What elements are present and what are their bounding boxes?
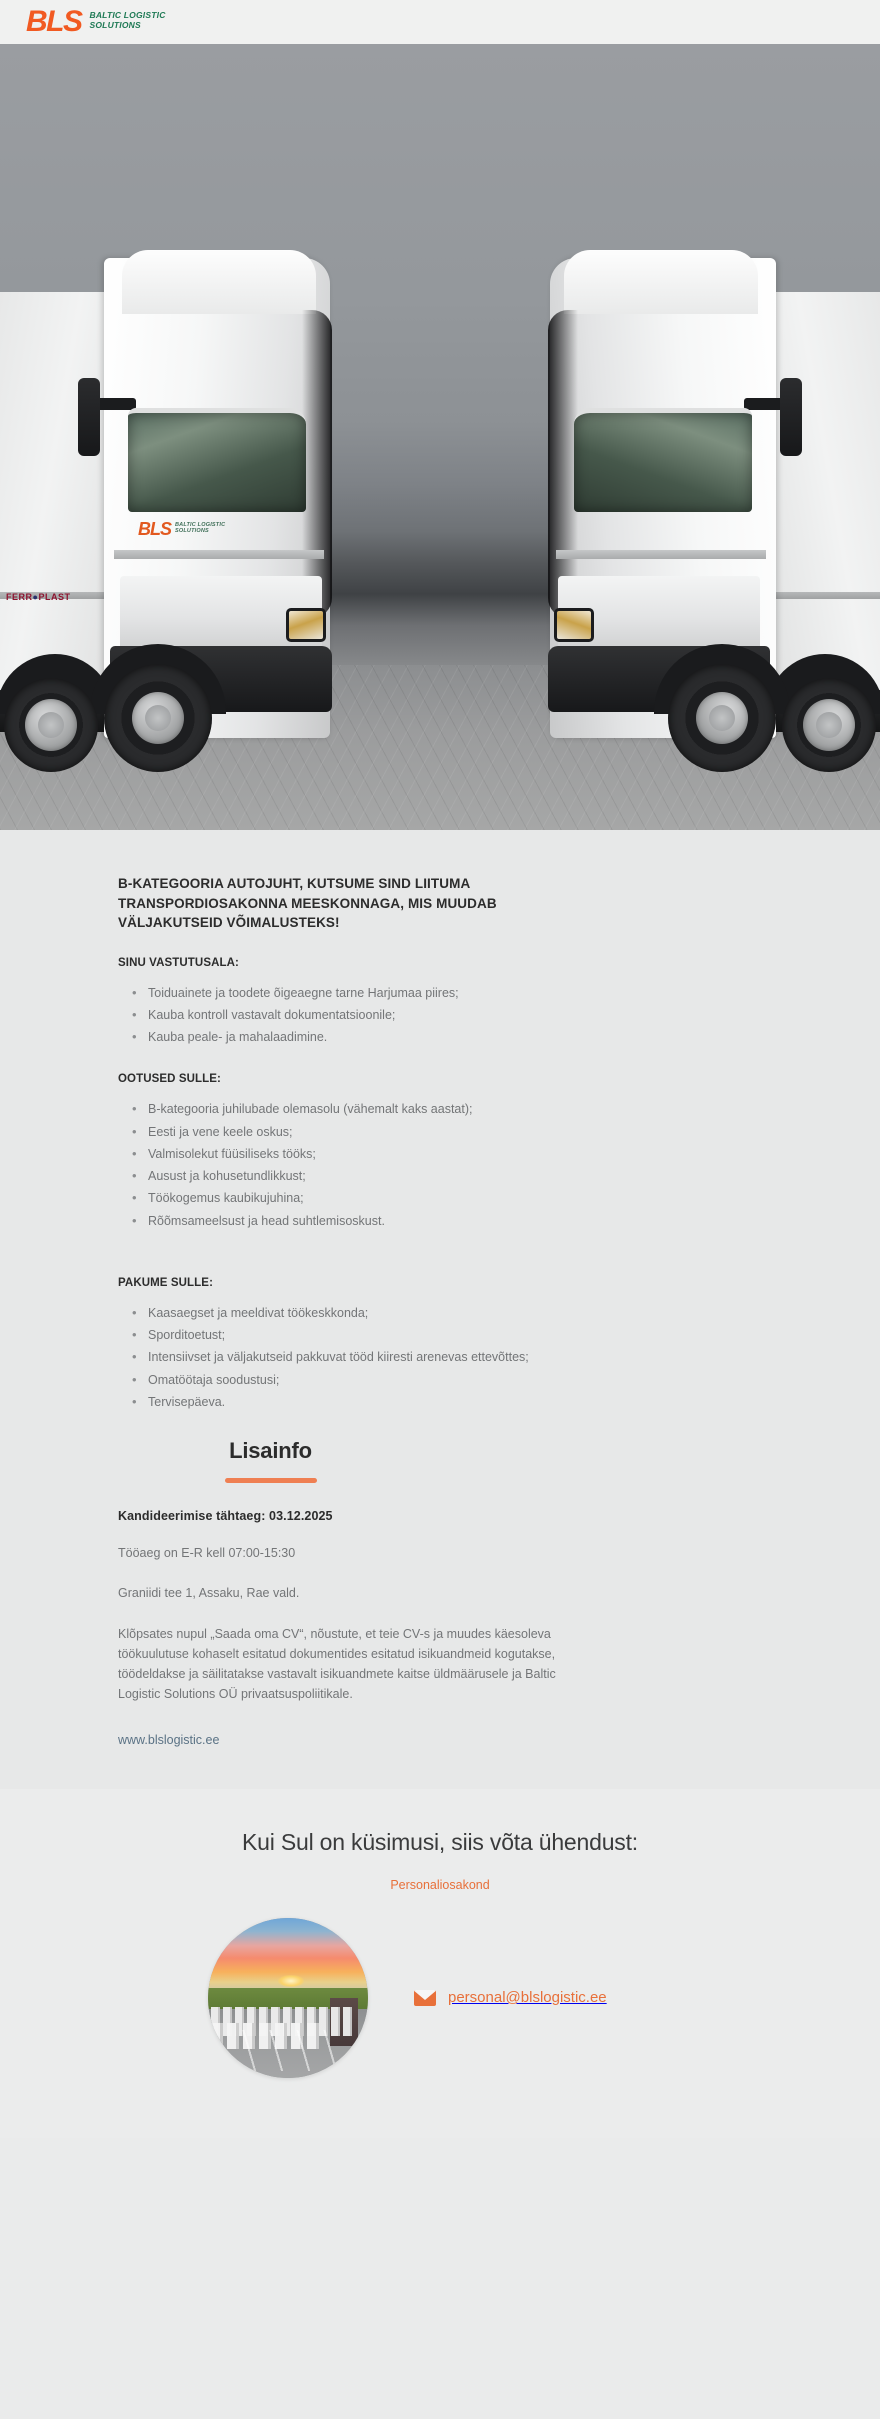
lisainfo-underline (225, 1478, 317, 1483)
site-header (0, 0, 880, 44)
cab-roof (122, 250, 316, 314)
responsibilities-list (118, 983, 538, 1048)
logo-tagline-line2: SOLUTIONS (89, 19, 141, 30)
windshield (574, 408, 752, 512)
cab-decal-line1: BALTIC LOGISTIC (175, 522, 226, 528)
headlamp (554, 608, 594, 642)
logo-tagline-line1: BALTIC LOGISTIC (89, 9, 166, 20)
offer-list (118, 1303, 538, 1412)
rear-wheel (782, 678, 876, 772)
website-link[interactable]: www.blslogistic.ee (118, 1732, 220, 1747)
list-item: • Kauba kontroll vastavalt dokumentatsioonile; (148, 1005, 538, 1025)
avatar-sun (278, 1975, 304, 1987)
contact-row (0, 1918, 880, 2078)
list-item: • Töökogemus kaubikujuhina; (148, 1188, 538, 1208)
front-wheel (104, 664, 212, 772)
cab-side-band (556, 550, 766, 559)
truck-right (542, 172, 872, 772)
section-spacer (118, 1257, 538, 1277)
list-item: • Sporditoetust; (148, 1325, 538, 1345)
cab-decal-wordmark: BLS (138, 519, 171, 539)
application-deadline: Kandideerimise tähtaeg: 03.12.2025 (118, 1509, 333, 1524)
avatar-parking-lines (227, 2030, 349, 2072)
list-item: • Kaasaegset ja meeldivat töökeskkonda; (148, 1303, 538, 1323)
side-mirror (78, 378, 100, 456)
headlamp (286, 608, 326, 642)
ferroplast-part2: PLAST (38, 592, 71, 602)
ferroplast-dot: ● (32, 592, 39, 602)
list-item: • Ausust ja kohusetundlikkust; (148, 1166, 538, 1186)
work-hours: Tööaeg on E-R kell 07:00-15:30 (118, 1546, 296, 1561)
logo-tagline (90, 11, 166, 33)
cab-bls-decal (138, 520, 225, 538)
list-item: • Rõõmsameelsust ja head suhtlemisoskust. (148, 1211, 538, 1231)
bls-logo[interactable] (26, 7, 166, 37)
page-title: B-KATEGOORIA AUTOJUHT, KUTSUME SIND LIITUMA TRANSPORDIOSAKONNA MEESKONNAGA, MIS MUUDAB VÄLJAKUTSEID VÕIMALUSTEKS! (118, 876, 497, 931)
list-item: • Toiduainete ja toodete õigeaegne tarne Harjumaa piires; (148, 983, 538, 1003)
section-heading-responsibilities: SINU VASTUTUSALA: (118, 956, 239, 969)
truck-left (8, 172, 338, 772)
logo-wordmark: BLS (26, 5, 82, 38)
envelope-icon (414, 1990, 436, 2006)
side-mirror (780, 378, 802, 456)
cab-decal-line2: SOLUTIONS (175, 528, 209, 535)
job-posting-body (0, 830, 880, 2138)
cab-shadow-edge (302, 310, 332, 618)
list-item: • Intensiivset ja väljakutseid pakkuvat tööd kiiresti arenevas ettevõttes; (148, 1347, 538, 1367)
list-item: • B-kategooria juhilubade olemasolu (vähemalt kaks aastat); (148, 1099, 538, 1119)
list-item: • Kauba peale- ja mahalaadimine. (148, 1027, 538, 1047)
wheel-hub (25, 699, 77, 751)
cab-decal-tagline (175, 520, 225, 534)
cab-side-band (114, 550, 324, 559)
wheel-hub (132, 692, 184, 744)
section-heading-expectations: OOTUSED SULLE: (118, 1073, 221, 1086)
contact-email-link[interactable] (414, 1989, 607, 2006)
section-heading-offer: PAKUME SULLE: (118, 1276, 214, 1289)
gdpr-consent-text: Klõpsates nupul „Saada oma CV“, nõustute, et teie CV-s ja muudes käesoleva töökuulutuse kohaselt esitatud dokumentides esitatud isikuandmeid kogutakse, töödeldakse ja säilitatakse vastavalt isikuandmete kaitse üldmäärusele ja Baltic Logistic Solutions OÜ privaatsuspoliitikale. (118, 1626, 556, 1702)
work-address: Graniidi tee 1, Assaku, Rae vald. (118, 1586, 300, 1601)
job-content-column (118, 874, 556, 1749)
list-item: • Tervisepäeva. (148, 1392, 538, 1412)
lisainfo-header-block (118, 1438, 538, 1483)
front-wheel (668, 664, 776, 772)
hero-truck-photo (0, 44, 880, 830)
wheel-hub (803, 699, 855, 751)
list-item: • Eesti ja vene keele oskus; (148, 1122, 538, 1142)
list-item: • Omatöötaja soodustusi; (148, 1370, 538, 1390)
expectations-list (118, 1099, 538, 1231)
rear-wheel (4, 678, 98, 772)
cab-roof (564, 250, 758, 314)
windshield (128, 408, 306, 512)
contact-department: Personaliosakond (390, 1877, 490, 1892)
avatar (208, 1918, 368, 2078)
contact-email-text: personal@blslogistic.ee (448, 1989, 607, 2007)
contact-section (0, 1789, 880, 2138)
ferroplast-decal (6, 592, 70, 602)
list-item: • Valmisolekut füüsiliseks tööks; (148, 1144, 538, 1164)
lisainfo-heading: Lisainfo (229, 1438, 312, 1464)
wheel-hub (696, 692, 748, 744)
ferroplast-part1: FERR (6, 592, 33, 602)
contact-heading: Kui Sul on küsimusi, siis võta ühendust: (242, 1828, 638, 1855)
